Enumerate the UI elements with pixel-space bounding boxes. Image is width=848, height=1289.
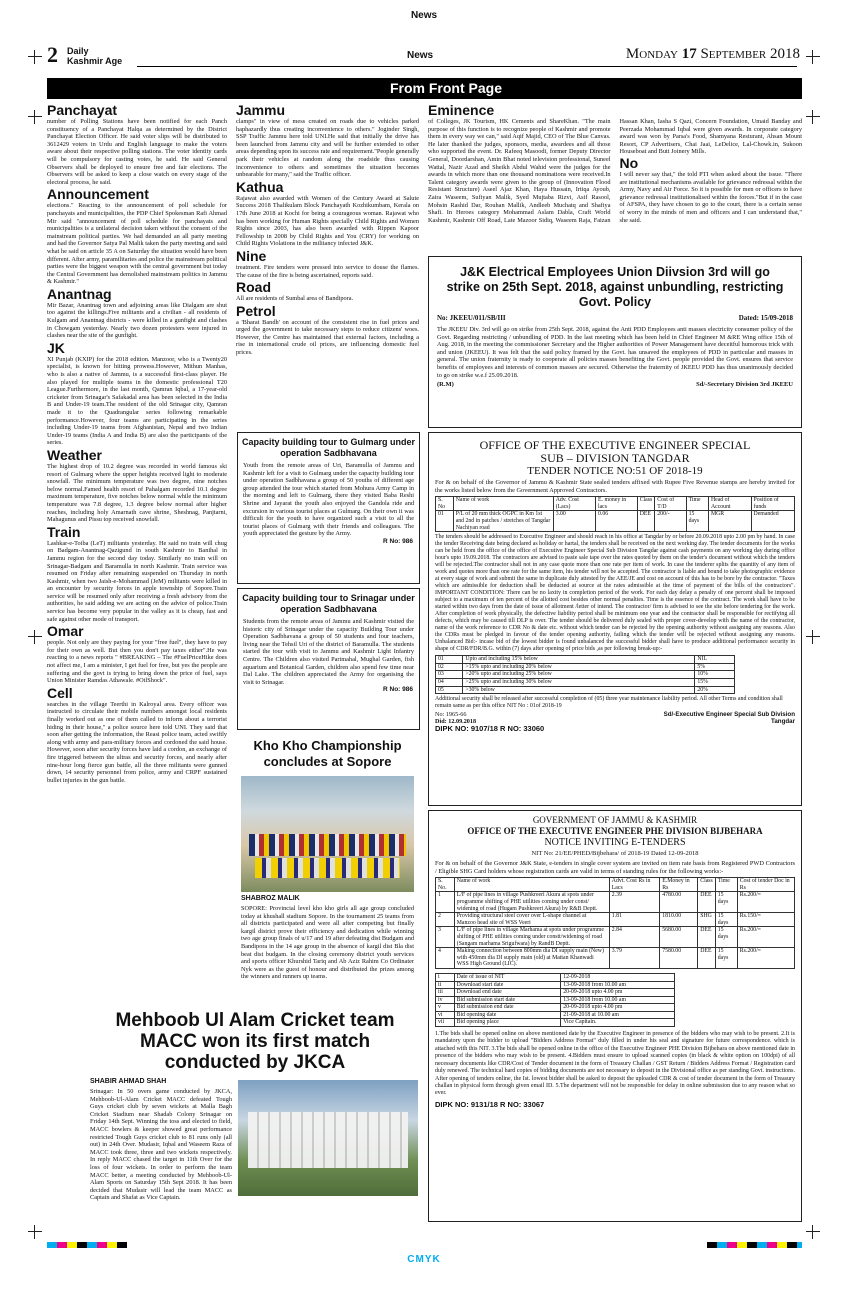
- date-weekday: Monday: [625, 46, 678, 62]
- table-header: S. No.: [436, 878, 455, 892]
- headline-kathua: Kathua: [236, 178, 284, 195]
- crop-mark: [28, 630, 42, 644]
- gulmarg-title: Capacity building tour to Gulmarg under operation Sadbhavana: [242, 437, 416, 458]
- table-row: iv Bid submission start date 13-09-2018 from 10.00 am: [436, 996, 675, 1004]
- table-header: Name of work: [453, 497, 553, 511]
- table-header: Adv. Cost (Lacs): [553, 497, 595, 511]
- table-row: 04 >25% upto and including 30% below 15%: [436, 678, 735, 686]
- strike-body: The JKEEU Div. 3rd will go on strike from 25th Sept. 2018, against the Anti PDD Employees anti masses electricity consumer policy of the Govt. Regarding restricting / unbundling of PDD. In the last meeting which has been held in Chief Engineer M &RE Wing office 15th of Aug. 2018, in the meeting the commissioner Secretary and the Higher authorities of Power Management have deceitful humorous trick with and union (JKEEU). It was felt that the said policy framed by the Govt. has unsaved the employees of PDD in particular and masses in general. The union fraternity is ready to cooperate all policies masses benefiting the Govt. people provided the Govt. ensures that service benefits of employees and interests of common masses are secured. Otherwise the fraternity of JKEEU PDD has thus unanimously decided to go on strike w.e.f 25.09.2018.: [437, 326, 793, 379]
- story-eminence-columns: [428, 118, 802, 224]
- strike-ref-no: No: JKEEU/011/SB/III: [437, 314, 506, 322]
- srinagar-story: [237, 588, 420, 730]
- srinagar-rno: R No: 986: [383, 686, 413, 694]
- table-row: ii Download start date 13-09-2018 from 10.00 am: [436, 981, 675, 989]
- tangdar-works-table: [435, 496, 795, 532]
- tangdar-title-3: TENDER NOTICE NO:51 OF 2018-19: [527, 465, 703, 477]
- tangdar-tender-notice: [428, 432, 802, 806]
- page-number: 2: [47, 42, 58, 67]
- bijbehara-dipk: DIPK NO: 9131/18 R NO: 33067: [435, 1099, 545, 1109]
- gulmarg-story: [237, 432, 420, 584]
- column-3: [428, 103, 802, 253]
- tangdar-ref-no: No: 1965-66: [435, 711, 467, 719]
- story-road: All are residents of Sumbal area of Bandipora.: [236, 295, 354, 303]
- crop-mark: [806, 50, 820, 64]
- table-header: Class: [698, 878, 716, 892]
- strike-notice: [428, 256, 802, 428]
- tangdar-intro: For & on behalf of the Governor of Jammu & Kashmir State sealed tenders affixed with Rupee Five Revenue stamps are hereby invited for the works listed below from the Government Approved Contractors.: [435, 479, 795, 494]
- story-anantnag: Mir Bazar, Anantnag town and adjoining areas like Dialgam are shut too against the killings.Five militants and a civilian - all residents of Kulgam and Anantnag districts - were killed in a gunfight and clashes in Chowgam yesterday. Nearly two dozen protesters were injured in clashes near the site of the gunfight.: [47, 301, 227, 340]
- story-petrol: a 'Bharat Bandh' on account of the consistent rise in fuel prices and urged the government to take necessary steps to reduce citizens' woes. However, the Centre has maintained that external factors, including a rise in international crude oil prices, are influencing domestic fuel prices.: [236, 318, 419, 357]
- bijbehara-works-table: [435, 877, 795, 969]
- gulmarg-body: Youth from the remote areas of Uri, Baramulla of Jammu and Kashmir left for a visit to Gulmarg under the capacity building tour under operation Sadbhavana a group of 50 youths of different age group attended the tour which started from Mohura Army Camp in the morning and left to Gulmarg, there they visited Baba Reshi Shrine and Jayarat the youth also enjoyed the Gandola ride and excursion in various tourist places at Gulmarg. On their own it was difficult for the youth to have organized such a visit to all the tourist places of Gulmarg with their friends and colleagues. The youth appreciated the gesture by the Army.: [243, 462, 414, 538]
- table-header: Name of work: [454, 878, 609, 892]
- story-omar: people. Not only are they paying for your "free fuel", they have to pay for their own as well. But then you don't pay taxes either".He was reacting to a news reports " #BREAKING – The #FuelPriceHike does not affect me, I am a minister, I get fuel for free, but yes the people are suffering and the govt is trying to bring down the price of fuel, says Union Minister Ramdas Athawale. #OtlShock".: [47, 639, 227, 685]
- table-header: E.Money in Rs: [660, 878, 698, 892]
- bijbehara-title-1: GOVERNMENT OF JAMMU & KASHMIR: [532, 815, 698, 825]
- color-registration-bar: [47, 1240, 802, 1250]
- headline-cell: Cell: [47, 684, 73, 701]
- tangdar-dipk: DIPK NO: 9107/18 R NO: 33060: [435, 724, 545, 734]
- headline-train: Train: [47, 523, 81, 540]
- issue-date: [626, 46, 800, 63]
- page-header: [47, 42, 802, 72]
- cricket-team-photo: [238, 1080, 418, 1196]
- table-header: Class: [637, 497, 655, 511]
- khokho-story: [237, 734, 418, 1004]
- story-jk: XI Punjab (KXIP) for the 2018 edition. Manzoor, who is a Twenty20 specialist, is known for hitting prowess.However, Mithun Manhas, who is also a native of Jammu, is a successful first-class player. He also played for multiple teams in the domestic professional T20 League.Furthermore, in the last month, Qamran Iqbal, a 17-year-old cricketer from Srinagar's Safakadal area has been selected in the India B and Under-19 team.The resident of the old Srinagar city, Qamran made it to the Quadrangular series following remarkable performance.However, four teams are participating in the series including Under-19 teams from Afghanistan, Nepal and two Indian Under-19 teams (India A and India B) are also the participants of the series.: [47, 355, 227, 447]
- crop-mark: [806, 630, 820, 644]
- crop-mark: [28, 1225, 42, 1239]
- section-name: News: [407, 50, 434, 61]
- strike-signature: Sd/-Secretary Division 3rd JKEEU: [696, 381, 793, 389]
- tangdar-title-2: SUB – DIVISION TANGDAR: [540, 451, 690, 465]
- story-jammu: clamps" in view of mess created on roads due to vehicles parked haphazardly thus creating inconvenience to others." Joginder Singh, SSP Traffic Jammu here told UNI.He said that initially the drive has been launched from Jammu city and will be further extended to other areas depending upon its success rate and requirement."People generally park their vehicles at random along the roadside thus causing inconvenience to others and sometimes the situation becomes unbearable for many," said the Traffic officer.: [236, 118, 419, 179]
- banner-title: From Front Page: [389, 80, 502, 96]
- headline-weather: Weather: [47, 446, 102, 463]
- story-kathua: Rajawat also awarded with Women of the Century Award at Salute Success 2018 Thalikulam Block Panchayath Kozhikumbam, Kerala on 17th June 2018 at Kochi for being a courageous woman. Rajawat who has been working for Human Rights specially Child Rights and Women Rights since 2003, has also been awarded with Rippen Kapoor Fellowship in 2008 by Child Rights and You (CRY) for working on Child Rights Violations in the militancy infected J&K.: [236, 194, 419, 248]
- table-header: Position of funds: [751, 497, 794, 511]
- date-rest: September 2018: [700, 46, 800, 62]
- headline-eminence: Eminence: [428, 103, 495, 118]
- cmyk-mark: [0, 1254, 848, 1265]
- table-row: 3 L/F of pipe lines in village Marhama at spots under programme shifting of PHE utilities coming under constt/widening of road (Sangam marhama Srigufwara) by RandB Deptt. 2.84 5680.00 DEE 15 days Rs.200/=: [436, 927, 795, 948]
- cricket-byline: SHABIR AHMAD SHAH: [90, 1078, 167, 1085]
- story-cell: searches in the village Teerthi in Kalroyal area. Every officer was instructed to circulate their mobile numbers amongst local residents finally worked out as one of them called to inform about a terrorist hiding in their house," a police source here told UNI. They said that soon after getting the information, the Reasi police team, acted swiftly along with army and para-military forces and cordoned the said house. However, soon after security forces have laid a cordon, an exchange of fire triggered between the ultras and security forces, and nearly after nine-hour long fierce gun battle, all the three militants were gunned down, 14 security personnel from police, army and CRPF sustained bullet injuries in the gun battle.: [47, 700, 227, 784]
- cricket-body: Srinagar: In 50 overs game conducted by JKCA, Mehboob-Ul-Alam Cricket MACC defeated Tough Guys cricket club by seven wickets at Malla Bagh Cricket Stadium near Shadab Colony Srinagar on Friday 14th Sept. Winning the toss and elected to field, MACC bowlers & keeper showed great performance restricted Tough Guys cricket club to 81 runs only (all out) in 24th Over. Mudasir, Iqbal and Waseem Raza of MACC took three, three and two wickets respectively. In reply MACC chased the target in 11th Over for the loss of four wickets. In order to perform the team MACC better, a meeting conducted by Mehboob-Ul-Alam Sports on Saturday 15th Sept 2018. It has been decided that Mudasir will lead the team MACC as Captain and Shafat as Vice Captain.: [90, 1088, 232, 1202]
- table-row: 4 Making connection between 800mm dia DI supply main (New) with 450mm dia DI supply main (old) at Mattan Khanwadi WSS High Ground (LIC). 3.79 7580.00 DEE 15 days Rs.200/=: [436, 948, 795, 969]
- headline-road: Road: [236, 279, 271, 296]
- front-page-banner: [47, 78, 802, 99]
- table-row: 02 >15% upto and including 20% below 5%: [436, 663, 735, 671]
- cricket-title: Mehboob Ul Alam Cricket team MACC won its first match conducted by JKCA: [115, 1010, 395, 1073]
- bijbehara-nit-no: NIT No: 21/EE/PHED/Bijbehara/ of 2018-19 Dated 12-09-2018: [531, 850, 699, 857]
- table-header: Head of Account: [708, 497, 751, 511]
- story-weather: The highest drop of 10.2 degree was recorded in world famous ski resort of Gulmarg where the upper heights received light to moderate snowfall. The minimum temperature was two degree, nine notches below normal.Famed health resort of Pahalgam recorded 10.1 degree maximum temperature, five notches below normal while the minimum temperature was 7.8 degree, 1.3 degree below normal after higher reaches, including holy Amarnath cave shrine, Sheshnag, Panjtarni, Mahagunus and Pissu top received snowfall.: [47, 462, 227, 524]
- headline-omar: Omar: [47, 623, 84, 640]
- table-header: Time: [686, 497, 708, 511]
- srinagar-title: Capacity building tour to Srinagar under operation Sadbhavana: [242, 593, 415, 614]
- crop-mark: [806, 1225, 820, 1239]
- headline-no: No: [619, 154, 639, 171]
- headline-panchayat: Panchayat: [47, 103, 118, 118]
- khokho-title: Kho Kho Championship concludes at Sopore: [253, 738, 402, 769]
- strike-rm: (R.M): [437, 381, 454, 389]
- table-row: vii Bid opening place Vice Capitain.: [436, 1019, 675, 1027]
- headline-jk: JK: [47, 339, 65, 356]
- story-no: I will never say that," the told PTI when asked about the issue. "There are institutional mechanisms available for grievance redressal within the Army, Navy and Air Force. So it is possible for men or officers to have grievance redressal institutionalised within the forces."But if in the case of AFSPA, they have chosen to go to the court, there is a certain sense of worry in the minds of men and officers and I can understand that," she said.: [619, 170, 802, 224]
- tangdar-footnote: Additional security shall be released after successful completion of (05) three year maintenance liability period. All other Terms and condition shall remain same as per this office NIT No : 01of 2018-19: [435, 696, 783, 710]
- khokho-byline: SHABROZ MALIK: [241, 895, 300, 902]
- story-announcement: elections." Reacting to the announcement of poll schedule for panchayats and municipalities, the PDP Chief Spokesman Rafi Ahmad Mir said "announcement of poll schedule for panchayats and municipalities is a unilateral decision taken without the consent of the mainstream political parties. We had demanded an all party meeting and had the Governor Satya Pal Malik taken the party meeting and said what he said on article 35 A on Saturday the situation would have been different. After army, paramilitaries and police the mainstream political parties were the biggest weapon with the central government but today the Central Government has demolished mainstream politics in Jammu & Kashmir.": [47, 202, 227, 286]
- bijbehara-title-3: NOTICE INVITING E-TENDERS: [544, 837, 686, 848]
- story-panchayat: number of Polling Stations have been notified for each Panch constituency of a Panchayat Halqa as determined by the District Panchayat Election Officer. He said voter slips will be distributed to 3612429 voters in Urdu and English language to make the voters aware about their respective polling stations. The voter identity cards will be compulsory for casting votes, he said. He said General Observers shall be deployed to ensure free and fair elections. The Observers will be asked to keep a close watch on every stage of the electoral process, he said.: [47, 118, 227, 186]
- bijbehara-tender-notice: [428, 810, 802, 1222]
- crop-mark: [806, 110, 820, 124]
- story-nine: treatment. Fire tenders were pressed into service to douse the flames. The cause of the fire is being ascertained, reports said.: [236, 263, 419, 279]
- bijbehara-terms: 1.The bids shall be opened online on above mentioned date by the Executive Engineer in presence of the bidders who may wish to be present. 2.It is mandatory upon the bidder to upload "Bidders Address Format" duly filled in under his seal and signature for future correspondence. which is attached with this NIT. 3.The bids shall be opened online in the office of the Executive Engineer PHE Division Bijbehara on above mentioned date in presence of the bidders who may wish to be present. 4.Bidders must ensure to upload scanned copies (in black & white option on 100dpi) of all necessary documents like CDR/Cost of Tender document in the form of Treasury Challan / GST Return / Bidders Address Format / Registration card duly renewed. The technical hard copies of bidding documents are not necessary to deposit in the Divisional office as per standing Govt. instructions. After opening of tenders online, the Ist. lowest bidder shall be asked to deposit the uploaded CDR & cost of tender document in the form of Treasury challan in physical form through given email ID. 5.The department will not be responsible for delay in online submission due to any reason what so ever.: [435, 1031, 795, 1097]
- table-header: Time: [715, 878, 737, 892]
- story-eminence: of Colleges, JK Tourism, HK Cements and ShareKhan. "The main purpose of this function is to recognize people of Kashmir and promote them in every way we can," said Aqif Majid, CEO of The Blue Canvas. He later thanked the judges, sponsors, media, awardees and all those who supported the event. Dr. Rafeeq Masoodi, former Deputy Director General, Doordarshan, Amin Bhat noted television professional, Suneel Wattal, Nazir Azad and Sheikh Abdul Wahid were the judges for the awards in which more than one thousand nominations were received.In Talent category awards were given to the group of (Innovation Flood Resistant Structure) Aseel Ajaz Khan, Haya Hussain, Irtiqa Ayoub, Zaira Waseem, Sufiyan Malik, Syed Mujtaba Rizvi, Asif Rasool, Mohsin Rashid Dar, Rouhan Mallik, Andleeb Muchatq and Shafiya Shafi. In Heroes category Mohammad Aslam Dabla, Craft World Kashmir, Kashmir Off Road, Late Mazoor Sidiq, Waseem Raja, Faizan Hassan Khan, Iasha S Qazi, Concern Foundation, Umaid Banday and Peerzada Mohammad Iqbal were given awards. In corporate category award was won by Parsa's Food, Shamyana Resturant, Ahsan Mount Resort, CP Advertisers, Chai Jaai, LeDelice, Lal-Chowk.in, Sukoon Houseboat and Butt Joinery Mills.: [428, 118, 802, 224]
- table-row: 05 >30% below 20%: [436, 686, 735, 694]
- tangdar-security-table: [435, 655, 735, 694]
- headline-announcement: Announcement: [47, 186, 149, 203]
- table-row: 01 P/L of 20 mm thick OGPC in Km 1st and 2nd in patches / stretches of Tangdar Nachiyan road 3.00 0.06 DEE 200/- 15 days MGR Demanded: [436, 511, 795, 532]
- table-header: E. money in lacs: [596, 497, 638, 511]
- table-header: Advt. Cost Rs in Lacs: [609, 878, 659, 892]
- table-row: 1 L/F of pipe lines in village Pushkreeri Akura at spots under programme shifting of PHE utilities coming under const/ widening of road (Hugam Pushkreeri Akura) by R&B Deptt. 2.39 4780.00 DEE 15 days Rs.200/=: [436, 892, 795, 913]
- bijbehara-title-2: OFFICE OF THE EXECUTIVE ENGINEER PHE DIVISION BIJBEHARA: [467, 826, 763, 836]
- crop-mark: [28, 50, 42, 64]
- table-header: Cost of T/D: [655, 497, 686, 511]
- bijbehara-intro: For & on behalf of the Governor J&K State, e-tenders in single cover system are invited on item rate basis from Registered PWD Contractors / Eligible SHG Card holders whose registration cards are valid in terms of standing rules for the following works:-: [435, 860, 795, 875]
- khokho-body: SOPORE: Provincial level kho kho girls all age group concluded today at khushall stadium Sopore. In the tournament 25 teams from all districts participated and were all after competing but finally kargil district prove their efficiency and dedication while winning two age group finals of u/17 and 19 after defeating dist Budgam and Bandipora in the 14 age group in the absence of kargil dist Bla dist beat dist budgam. In the closing ceremony district youth services and sports officer Khurshid Tariq and Ab Aziz Rahim Co Ordinater Nyk were as the guest of honour and distributed the prizes among the winners and runners up teams.: [241, 905, 414, 981]
- table-row: 03 >20% upto and including 25% below 10%: [436, 671, 735, 679]
- tangdar-title-1: OFFICE OF THE EXECUTIVE ENGINEER SPECIAL: [479, 438, 751, 452]
- crop-mark: [28, 110, 42, 124]
- tangdar-signature: Sd/-Executive Engineer Special Sub Division Tangdar: [663, 711, 795, 726]
- headline-anantnag: Anantnag: [47, 285, 112, 302]
- headline-petrol: Petrol: [236, 302, 276, 319]
- story-train: Lashkar-e-Toiba (LeT) militants yesterday. He said no train will chug on Badgam-Anantnag-Qazigund in south Kashmir to Banihal in Jammu region for the second day today. Similarly no train will on Srinagar-Badgam and Baramulla in north Kashmir. Train service was resumed on Friday after remaining suspended on Thursday in north Kashmir, when two Jaish-e-Mohammad (JeM) militants were killed in an encounter by security forces in apple township of Sopore.Train service will be resumed only after receiving a fresh advisory from the authorities, he said adding we are acting on the advice of police.Train service has become very popular in the valley as it is cheap, fast and safe against other mode of transport.: [47, 539, 227, 623]
- tangdar-terms: The tenders should be addressed to Executive Engineer and should reach in his office at Tangdar by or before 20.09.2018 upto 2.00 pm by hand. In case the tender Receiving date being declared as holiday or hartal, the tenders shall be received on the next working day. The tender documents for the works can be held from the office of the office of Executive Engineer Special Sub Division Tangdar against cash payments on any working day during office hour's upto 19.09.2018. The contractors are advised to paste sale tape over the rates quoted by them on the tender's document without which the tenders will be rejected.The contractor shall not in any case quote more than one rate per item of work. In case the tenderer splits the quantity of any item of work and quotes more than one rate for the same item, his tender will not be accepted. The contractor is liable and bound to take photographic evidence at every stage of work and submit the same in duplicate duly attested by the AEE/JE and cost on account of this has to be bore by the contractor. "Taxes which are admissible for deduction shall be deducted at source at the rates admissible at the time of payment of the bills of the contractors". IMPORTANT CONDITION: There can be no laxity in completion period of the work. For each day delay a penalty of one percent shall be imposed subject to a maximum of ten percent of the allotted cost besides other normal penalties. Time is the essence of the contract. The work shall have to be started within two days from the date of issue of allotment /letter of intend. The contractor/ firm is advised to see the site before tendering for the work. After completion of work physically, the defective liability period shall be minimum one year and the contractor shall be responsible for rectifying all defects, which may be caused till DLP is over. The tender should be delivered duly sealed with proper cover-develop with the name of the contractor, name of the work reference to CDR No & date etc. without which tender can be rejected by the opening authority without assigning any reasons. Also the CDRs must be pledged in favour of the tender opening authority, failing which the tender will be rejected without assigning any reasons. Unbalanced Bid:- incase bid of the lowest bidder is found unbalanced the successful bidder shall have to produce additional performance security in shape of CDR/FDR/B.G. within (7) days after opening of price bids ,as per following break-up:-: [435, 534, 795, 653]
- table-header: S. No: [436, 497, 454, 511]
- gulmarg-rno: R No: 986: [383, 537, 413, 545]
- cmyk-text: CMYK: [407, 1254, 441, 1265]
- khokho-team-photo: [241, 776, 414, 892]
- srinagar-body: Students from the remote areas of Jammu and Kashmir visited the historic city of Srinagar under the capacity Building Tour under Operation Sadbhavana a group of 50 students and four teachers, living near the Tehsil Uri of the district of Baramulla. The students started the tour with visit to Jammu and Kashmir Light Infantry Centre. The Children also visited Parimahal, Mughal Garden, fish aquarium and Botanical Garden, children also spend few time near Dal Lake. The children appreciated the Army for organising the visit to Srinagar.: [243, 618, 414, 686]
- strike-title: J&K Electrical Employees Union Diivsion 3rd will go strike on 25th Sept. 2018, against unbundling, restricting Govt. Policy: [446, 265, 784, 309]
- column-2: [236, 103, 419, 428]
- date-day: 17: [681, 46, 697, 62]
- strike-date: Dated: 15/09-2018: [738, 314, 793, 322]
- table-row: 2 Providing structural steel cover over L-shape channel at Manzoo head site of WSS Veeri 1.81 1810.00 SHG 15 days Rs.150/=: [436, 913, 795, 927]
- headline-jammu: Jammu: [236, 103, 286, 118]
- headline-nine: Nine: [236, 247, 267, 264]
- tangdar-date: Did: 12.09.2018: [435, 718, 477, 726]
- table-row: v Bid submission end date 20-09-2018 upto 4.00 pm: [436, 1004, 675, 1012]
- table-row: 01 Upto and including 15% below NIL: [436, 656, 735, 664]
- table-row: vi Bid opening date 21-09-2018 at 10.00 am: [436, 1011, 675, 1019]
- top-section-label: News: [410, 10, 438, 21]
- table-row: i Date of issue of NIT 12-09-2018: [436, 973, 675, 981]
- bijbehara-schedule-table: [435, 973, 675, 1027]
- table-header: Cost of tender Doc in Rs: [737, 878, 794, 892]
- table-row: iii Download end date 20-09-2018 upto 4.00 pm: [436, 989, 675, 997]
- cricket-text: [90, 1078, 232, 1218]
- paper-name: Daily Kashmir Age: [67, 46, 123, 66]
